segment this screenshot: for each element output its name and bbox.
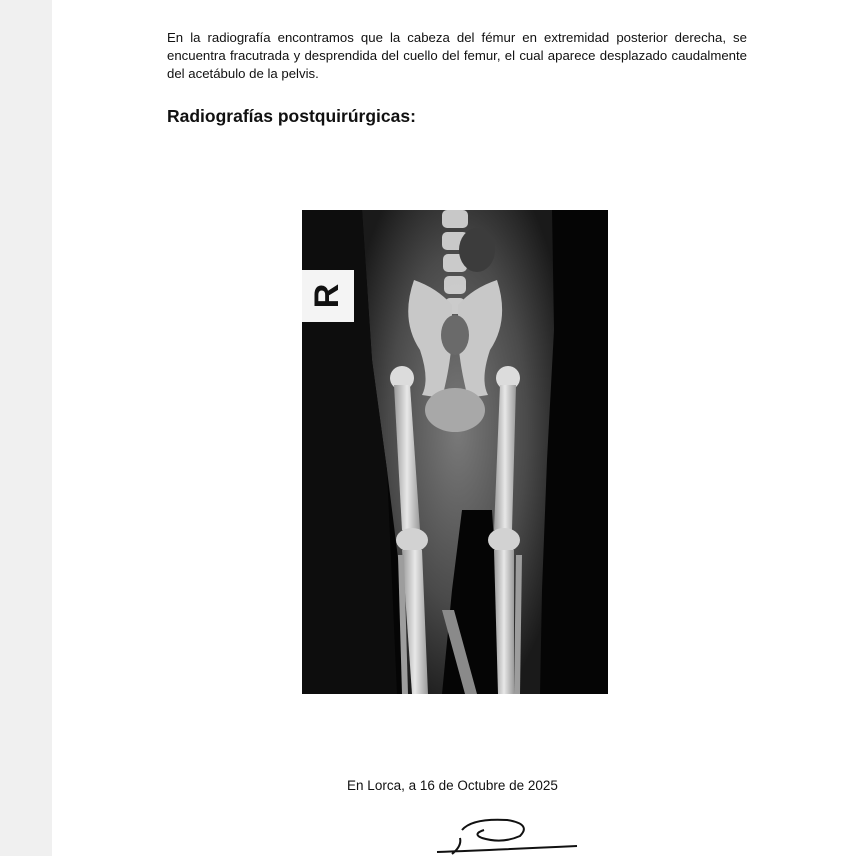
postsurgical-radiograph [302, 210, 608, 694]
place-date: En Lorca, a 16 de Octubre de 2025 [347, 778, 558, 793]
document-page [52, 0, 853, 856]
body-paragraph: En la radiografía encontramos que la cabeza del fémur en extremidad posterior derecha, se encuentra fracutrada y desprendida del cuello del femur, el cual aparece desplazado caudalmente del acetábulo de la pelvis. [167, 30, 747, 82]
signature [432, 816, 582, 856]
section-heading: Radiografías postquirúrgicas: [167, 106, 416, 126]
radiograph-side-marker-label: R [308, 283, 346, 309]
